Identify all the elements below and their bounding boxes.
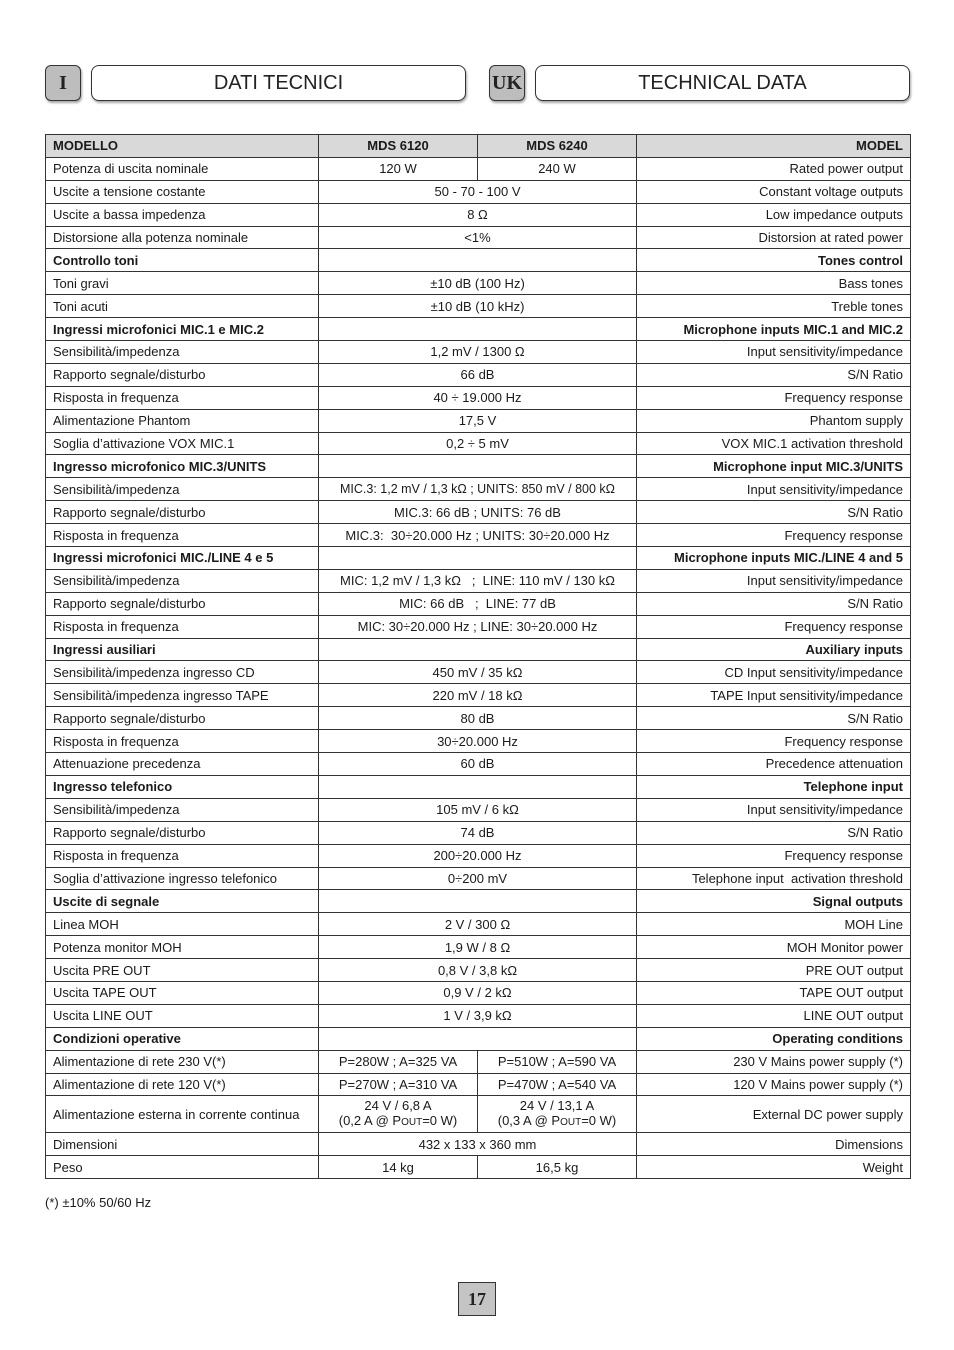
value-shared: 220 mV / 18 kΩ (319, 684, 637, 707)
section-title-en: Microphone inputs MIC./LINE 4 and 5 (637, 547, 911, 570)
value-shared: 2 V / 300 Ω (319, 913, 637, 936)
param-it: Soglia d’attivazione VOX MIC.1 (46, 432, 319, 455)
table-row (46, 363, 911, 386)
value-shared: 0,2 ÷ 5 mV (319, 432, 637, 455)
section-title-en: Microphone input MIC.3/UNITS (637, 455, 911, 478)
table-row (46, 569, 911, 592)
value-shared: 80 dB (319, 707, 637, 730)
table-row (46, 180, 911, 203)
param-it: Uscita PRE OUT (46, 959, 319, 982)
table-row (46, 959, 911, 982)
section-row (46, 547, 911, 570)
page-number: 17 (458, 1282, 496, 1316)
param-en: PRE OUT output (637, 959, 911, 982)
section-title-it: Controllo toni (46, 249, 319, 272)
section-empty-cell (319, 638, 637, 661)
param-en: VOX MIC.1 activation threshold (637, 432, 911, 455)
param-it: Uscite a tensione costante (46, 180, 319, 203)
param-en: Distorsion at rated power (637, 226, 911, 249)
section-empty-cell (319, 547, 637, 570)
param-it: Risposta in frequenza (46, 615, 319, 638)
dc-idle-prefix: (0,3 A @ P (497, 1113, 561, 1129)
value-model-2: P=470W ; A=540 VA (478, 1073, 637, 1096)
param-en: External DC power supply (637, 1096, 911, 1133)
section-empty-cell (319, 775, 637, 798)
table-row (46, 753, 911, 776)
param-it: Alimentazione Phantom (46, 409, 319, 432)
value-model-1: 120 W (319, 157, 478, 180)
section-title-en: Signal outputs (637, 890, 911, 913)
param-en: MOH Monitor power (637, 936, 911, 959)
header-model: MODEL (637, 135, 911, 158)
param-it: Uscite a bassa impedenza (46, 203, 319, 226)
param-en: S/N Ratio (637, 707, 911, 730)
table-row (46, 386, 911, 409)
value-shared: 60 dB (319, 753, 637, 776)
table-row (46, 913, 911, 936)
param-it: Sensibilità/impedenza (46, 569, 319, 592)
param-it: Sensibilità/impedenza (46, 341, 319, 364)
value-shared: 450 mV / 35 kΩ (319, 661, 637, 684)
value-shared: 30÷20.000 Hz (319, 730, 637, 753)
value-model-2: 16,5 kg (478, 1156, 637, 1179)
section-title-it: Ingressi microfonici MIC.1 e MIC.2 (46, 318, 319, 341)
param-en: Low impedance outputs (637, 203, 911, 226)
table-row (46, 684, 911, 707)
param-it: Alimentazione di rete 120 V(*) (46, 1073, 319, 1096)
param-en: Input sensitivity/impedance (637, 569, 911, 592)
section-title-en: Operating conditions (637, 1027, 911, 1050)
param-en: Input sensitivity/impedance (637, 478, 911, 501)
value-shared: 1,2 mV / 1300 Ω (319, 341, 637, 364)
table-row (46, 981, 911, 1004)
table-row (46, 157, 911, 180)
param-it: Alimentazione di rete 230 V(*) (46, 1050, 319, 1073)
table-row (46, 432, 911, 455)
value-shared: MIC.3: 1,2 mV / 1,3 kΩ ; UNITS: 850 mV / 800 kΩ (319, 478, 637, 501)
section-row (46, 249, 911, 272)
param-it: Alimentazione esterna in corrente continua (46, 1096, 319, 1133)
table-row (46, 730, 911, 753)
section-row (46, 890, 911, 913)
param-en: Precedence attenuation (637, 753, 911, 776)
value-model-2: P=510W ; A=590 VA (478, 1050, 637, 1073)
param-en: Treble tones (637, 295, 911, 318)
section-title-it: Ingresso microfonico MIC.3/UNITS (46, 455, 319, 478)
table-row (46, 1073, 911, 1096)
dc-idle-subscript: OUT (401, 1117, 423, 1129)
language-badge-italian: I (45, 65, 81, 101)
section-title-en: Auxiliary inputs (637, 638, 911, 661)
param-it: Rapporto segnale/disturbo (46, 363, 319, 386)
param-it: Potenza monitor MOH (46, 936, 319, 959)
param-it: Dimensioni (46, 1133, 319, 1156)
dc-idle-suffix: =0 W) (422, 1113, 458, 1129)
param-it: Rapporto segnale/disturbo (46, 592, 319, 615)
param-it: Potenza di uscita nominale (46, 157, 319, 180)
dc-idle-suffix: =0 W) (581, 1113, 617, 1129)
language-badge-english: UK (489, 65, 525, 101)
param-it: Risposta in frequenza (46, 524, 319, 547)
param-en: Constant voltage outputs (637, 180, 911, 203)
value-model-1: 14 kg (319, 1156, 478, 1179)
param-en: Telephone input activation threshold (637, 867, 911, 890)
table-row (46, 592, 911, 615)
param-en: S/N Ratio (637, 501, 911, 524)
footnote: (*) ±10% 50/60 Hz (45, 1195, 152, 1210)
param-it: Soglia d’attivazione ingresso telefonico (46, 867, 319, 890)
table-row (46, 203, 911, 226)
value-shared: <1% (319, 226, 637, 249)
param-it: Peso (46, 1156, 319, 1179)
header-modello: MODELLO (46, 135, 319, 158)
section-row (46, 318, 911, 341)
table-row (46, 1004, 911, 1027)
param-it: Toni gravi (46, 272, 319, 295)
table-row (46, 867, 911, 890)
param-en: Phantom supply (637, 409, 911, 432)
param-it: Sensibilità/impedenza (46, 478, 319, 501)
table-header-row (46, 135, 911, 158)
param-it: Risposta in frequenza (46, 730, 319, 753)
value-shared: MIC: 66 dB ; LINE: 77 dB (319, 592, 637, 615)
param-en: Weight (637, 1156, 911, 1179)
value-shared: 0,8 V / 3,8 kΩ (319, 959, 637, 982)
param-it: Rapporto segnale/disturbo (46, 821, 319, 844)
dc-current-value: 24 V / 13,1 A (519, 1098, 595, 1114)
param-it: Risposta in frequenza (46, 386, 319, 409)
value-shared: 200÷20.000 Hz (319, 844, 637, 867)
section-title-english: TECHNICAL DATA (535, 65, 910, 101)
table-row (46, 615, 911, 638)
section-empty-cell (319, 1027, 637, 1050)
header-model-1: MDS 6120 (319, 135, 478, 158)
table-row (46, 501, 911, 524)
param-it: Uscita LINE OUT (46, 1004, 319, 1027)
table-row (46, 409, 911, 432)
section-title-it: Uscite di segnale (46, 890, 319, 913)
section-empty-cell (319, 890, 637, 913)
param-it: Distorsione alla potenza nominale (46, 226, 319, 249)
section-empty-cell (319, 455, 637, 478)
value-model-1: P=270W ; A=310 VA (319, 1073, 478, 1096)
param-en: Input sensitivity/impedance (637, 798, 911, 821)
table-row (46, 1156, 911, 1179)
value-shared: MIC.3: 66 dB ; UNITS: 76 dB (319, 501, 637, 524)
param-it: Linea MOH (46, 913, 319, 936)
table-row (46, 295, 911, 318)
value-shared: 40 ÷ 19.000 Hz (319, 386, 637, 409)
param-it: Toni acuti (46, 295, 319, 318)
section-title-en: Telephone input (637, 775, 911, 798)
param-en: Frequency response (637, 844, 911, 867)
value-model-2 (478, 1096, 637, 1133)
table-row (46, 524, 911, 547)
section-empty-cell (319, 318, 637, 341)
value-model-2: 240 W (478, 157, 637, 180)
value-model-1: P=280W ; A=325 VA (319, 1050, 478, 1073)
section-title-en: Tones control (637, 249, 911, 272)
value-shared: MIC.3: 30÷20.000 Hz ; UNITS: 30÷20.000 Hz (319, 524, 637, 547)
param-it: Sensibilità/impedenza ingresso TAPE (46, 684, 319, 707)
value-shared: ±10 dB (100 Hz) (319, 272, 637, 295)
param-en: 120 V Mains power supply (*) (637, 1073, 911, 1096)
param-it: Sensibilità/impedenza (46, 798, 319, 821)
table-row (46, 478, 911, 501)
param-en: LINE OUT output (637, 1004, 911, 1027)
param-it: Rapporto segnale/disturbo (46, 501, 319, 524)
param-it: Attenuazione precedenza (46, 753, 319, 776)
section-row (46, 455, 911, 478)
param-en: Dimensions (637, 1133, 911, 1156)
value-shared: MIC: 1,2 mV / 1,3 kΩ ; LINE: 110 mV / 130 kΩ (319, 569, 637, 592)
section-title-it: Ingressi microfonici MIC./LINE 4 e 5 (46, 547, 319, 570)
param-en: CD Input sensitivity/impedance (637, 661, 911, 684)
param-en: MOH Line (637, 913, 911, 936)
table-row (46, 936, 911, 959)
table-row (46, 1133, 911, 1156)
section-empty-cell (319, 249, 637, 272)
table-row (46, 661, 911, 684)
table-row (46, 226, 911, 249)
param-en: Frequency response (637, 615, 911, 638)
value-shared: 0÷200 mV (319, 867, 637, 890)
value-shared: 17,5 V (319, 409, 637, 432)
value-shared: ±10 dB (10 kHz) (319, 295, 637, 318)
table-row (46, 341, 911, 364)
param-en: Rated power output (637, 157, 911, 180)
param-en: S/N Ratio (637, 821, 911, 844)
section-title-en: Microphone inputs MIC.1 and MIC.2 (637, 318, 911, 341)
table-row (46, 844, 911, 867)
param-en: Frequency response (637, 730, 911, 753)
value-shared: MIC: 30÷20.000 Hz ; LINE: 30÷20.000 Hz (319, 615, 637, 638)
param-it: Risposta in frequenza (46, 844, 319, 867)
table-row (46, 1050, 911, 1073)
value-shared: 1,9 W / 8 Ω (319, 936, 637, 959)
value-shared: 8 Ω (319, 203, 637, 226)
param-en: Frequency response (637, 386, 911, 409)
value-shared: 74 dB (319, 821, 637, 844)
table-row (46, 821, 911, 844)
param-it: Uscita TAPE OUT (46, 981, 319, 1004)
header-model-2: MDS 6240 (478, 135, 637, 158)
table-row (46, 1096, 911, 1133)
section-title-it: Ingressi ausiliari (46, 638, 319, 661)
table-row (46, 707, 911, 730)
table-row (46, 798, 911, 821)
param-en: Frequency response (637, 524, 911, 547)
section-row (46, 775, 911, 798)
param-en: TAPE Input sensitivity/impedance (637, 684, 911, 707)
table-row (46, 272, 911, 295)
param-it: Sensibilità/impedenza ingresso CD (46, 661, 319, 684)
param-en: Bass tones (637, 272, 911, 295)
param-en: S/N Ratio (637, 592, 911, 615)
value-shared: 0,9 V / 2 kΩ (319, 981, 637, 1004)
value-shared: 1 V / 3,9 kΩ (319, 1004, 637, 1027)
section-row (46, 638, 911, 661)
dc-idle-subscript: OUT (560, 1117, 582, 1129)
dc-idle-prefix: (0,2 A @ P (338, 1113, 402, 1129)
value-model-1 (319, 1096, 478, 1133)
section-title-italian: DATI TECNICI (91, 65, 466, 101)
dc-current-value: 24 V / 6,8 A (364, 1098, 432, 1114)
value-shared: 432 x 133 x 360 mm (319, 1133, 637, 1156)
param-en: Input sensitivity/impedance (637, 341, 911, 364)
section-title-it: Condizioni operative (46, 1027, 319, 1050)
technical-data-table (45, 134, 911, 1179)
section-row (46, 1027, 911, 1050)
param-en: 230 V Mains power supply (*) (637, 1050, 911, 1073)
value-shared: 105 mV / 6 kΩ (319, 798, 637, 821)
param-it: Rapporto segnale/disturbo (46, 707, 319, 730)
value-shared: 66 dB (319, 363, 637, 386)
section-title-it: Ingresso telefonico (46, 775, 319, 798)
value-shared: 50 - 70 - 100 V (319, 180, 637, 203)
param-en: S/N Ratio (637, 363, 911, 386)
param-en: TAPE OUT output (637, 981, 911, 1004)
